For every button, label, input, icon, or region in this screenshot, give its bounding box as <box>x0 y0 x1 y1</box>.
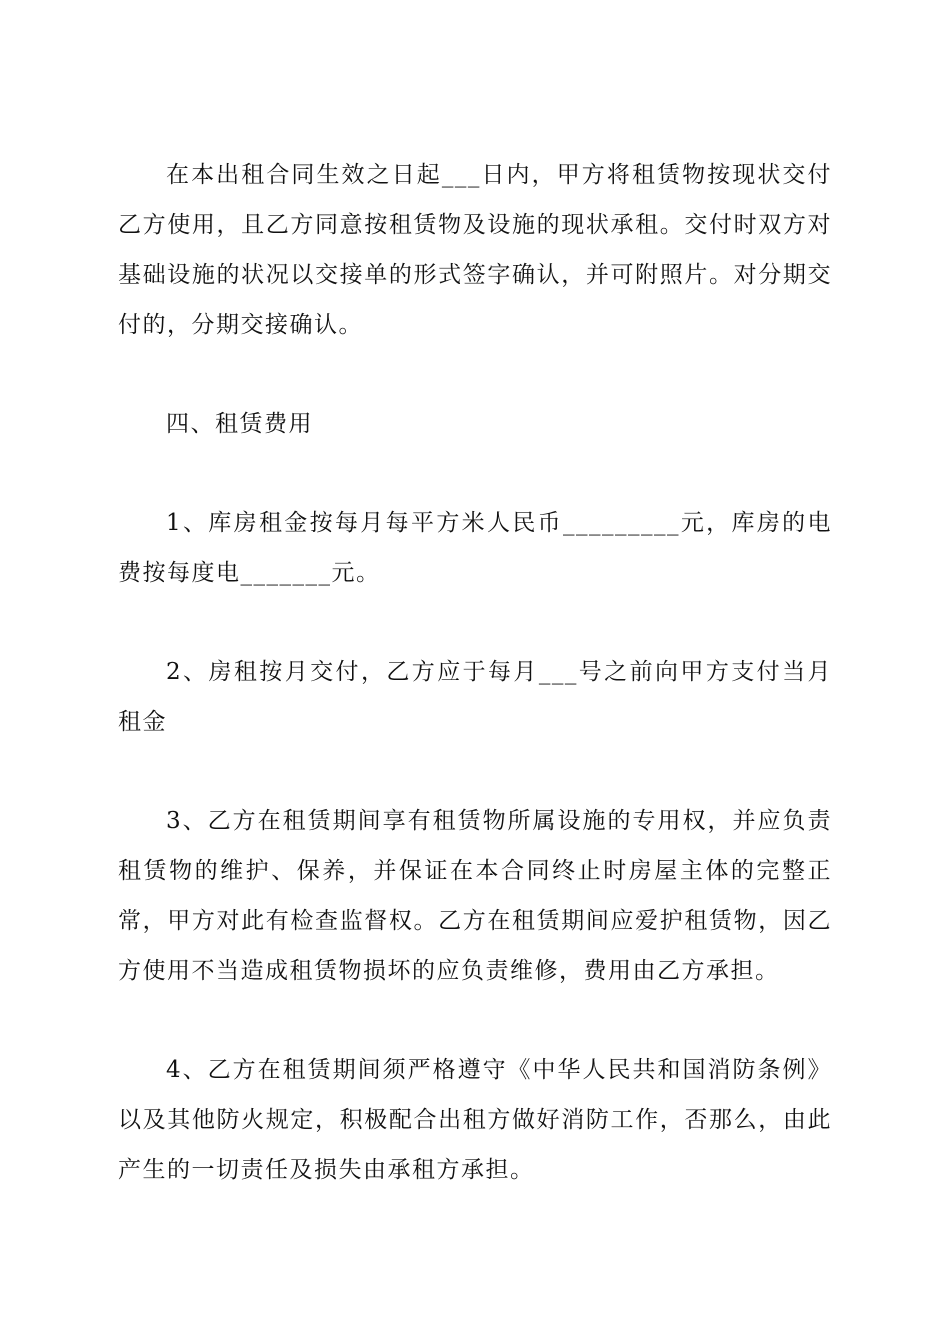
paragraph-delivery: 在本出租合同生效之日起___日内，甲方将租赁物按现状交付乙方使用，且乙方同意按租赁物及设施的现状承租。交付时双方对基础设施的状况以交接单的形式签字确认，并可附照片。对分期交付的，分期交接确认。 <box>118 162 832 338</box>
document-page <box>118 150 832 1244</box>
paragraph-item-3: 3、乙方在租赁期间享有租赁物所属设施的专用权，并应负责租赁物的维护、保养，并保证在本合同终止时房屋主体的完整正常，甲方对此有检查监督权。乙方在租赁期间应爱护租赁物，因乙方使用不当造成租赁物损坏的应负责维修，费用由乙方承担。 <box>118 808 832 984</box>
paragraph-item-2: 2、房租按月交付，乙方应于每月___号之前向甲方支付当月租金 <box>118 659 832 735</box>
section-heading-rental-fees: 四、租赁费用 <box>166 411 313 437</box>
paragraph-item-1: 1、库房租金按每月每平方米人民币_________元，库房的电费按每度电_______元。 <box>118 510 832 586</box>
paragraph-item-4: 4、乙方在租赁期间须严格遵守《中华人民共和国消防条例》以及其他防火规定，积极配合出租方做好消防工作，否那么，由此产生的一切责任及损失由承租方承担。 <box>118 1057 832 1183</box>
